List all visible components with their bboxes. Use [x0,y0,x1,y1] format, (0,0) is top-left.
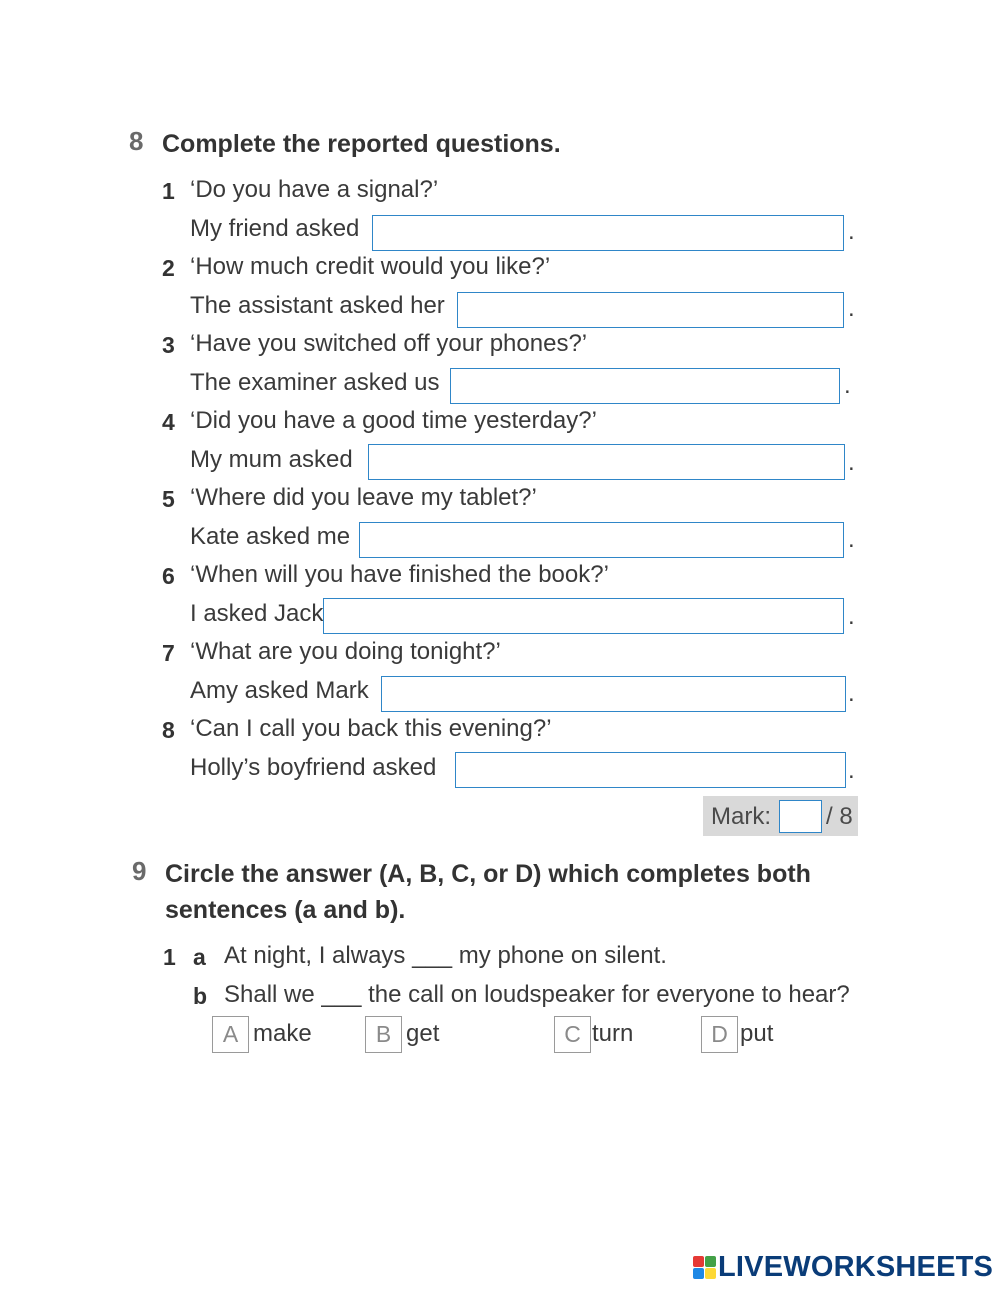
direct-question: ‘What are you doing tonight?’ [190,638,501,665]
direct-question: ‘When will you have finished the book?’ [190,561,609,588]
item-number: 4 [162,409,175,435]
option-a-button[interactable]: A [212,1016,249,1053]
mark-label: Mark: [711,803,771,830]
sentence-b: Shall we ___ the call on loudspeaker for everyone to hear? [224,981,850,1008]
logo-grid-icon [693,1256,717,1280]
logo-text: LIVEWORKSHEETS [718,1251,994,1283]
answer-input[interactable] [359,522,844,558]
item-number: 2 [162,255,175,281]
item-number: 1 [162,178,175,204]
sentence-period: . [848,603,855,630]
sentence-period: . [848,218,855,245]
mark-input[interactable] [779,800,822,833]
reported-prompt: My friend asked [190,215,360,242]
sentence-a: At night, I always ___ my phone on silent. [224,942,667,969]
direct-question: ‘Where did you leave my tablet?’ [190,484,537,511]
logo-cell-icon [693,1256,704,1267]
reported-prompt: Amy asked Mark [190,677,369,704]
item-number: 8 [162,717,175,743]
direct-question: ‘Have you switched off your phones?’ [190,330,588,357]
sentence-period: . [848,680,855,707]
answer-input[interactable] [323,598,844,634]
answer-input[interactable] [457,292,844,328]
item-number: 3 [162,332,175,358]
option-d-word: put [740,1020,774,1047]
answer-input[interactable] [372,215,844,251]
option-b-button[interactable]: B [365,1016,402,1053]
sentence-period: . [848,526,855,553]
option-d-button[interactable]: D [701,1016,738,1053]
direct-question: ‘Did you have a good time yesterday?’ [190,407,597,434]
item-number: 7 [162,640,175,666]
item-number: 6 [162,563,175,589]
exercise-title: Complete the reported questions. [162,130,561,158]
option-b-word: get [406,1020,440,1047]
reported-prompt: My mum asked [190,446,353,473]
logo-cell-icon [705,1256,716,1267]
answer-input[interactable] [455,752,846,788]
reported-prompt: Holly’s boyfriend asked [190,754,437,781]
sentence-a-letter: a [193,944,206,970]
sentence-period: . [848,757,855,784]
reported-prompt: The assistant asked her [190,292,445,319]
option-a-word: make [253,1020,312,1047]
option-c-button[interactable]: C [554,1016,591,1053]
direct-question: ‘Do you have a signal?’ [190,176,439,203]
option-c-word: turn [592,1020,634,1047]
answer-input[interactable] [450,368,840,404]
direct-question: ‘How much credit would you like?’ [190,253,551,280]
exercise-number: 8 [129,126,144,156]
sentence-period: . [848,295,855,322]
sentence-period: . [844,372,851,399]
answer-input[interactable] [381,676,846,712]
exercise-title-line-2: sentences (a and b). [165,896,406,924]
question-number: 1 [163,944,176,970]
reported-prompt: Kate asked me [190,523,351,550]
mark-total: / 8 [826,803,853,830]
logo-cell-icon [693,1268,704,1279]
item-number: 5 [162,486,175,512]
exercise-title-line-1: Circle the answer (A, B, C, or D) which completes both [165,860,811,888]
reported-prompt: The examiner asked us [190,369,440,396]
logo-cell-icon [705,1268,716,1279]
direct-question: ‘Can I call you back this evening?’ [190,715,552,742]
sentence-b-letter: b [193,983,208,1009]
reported-prompt: I asked Jack [190,600,324,627]
exercise-number: 9 [132,856,147,886]
sentence-period: . [848,449,855,476]
answer-input[interactable] [368,444,845,480]
